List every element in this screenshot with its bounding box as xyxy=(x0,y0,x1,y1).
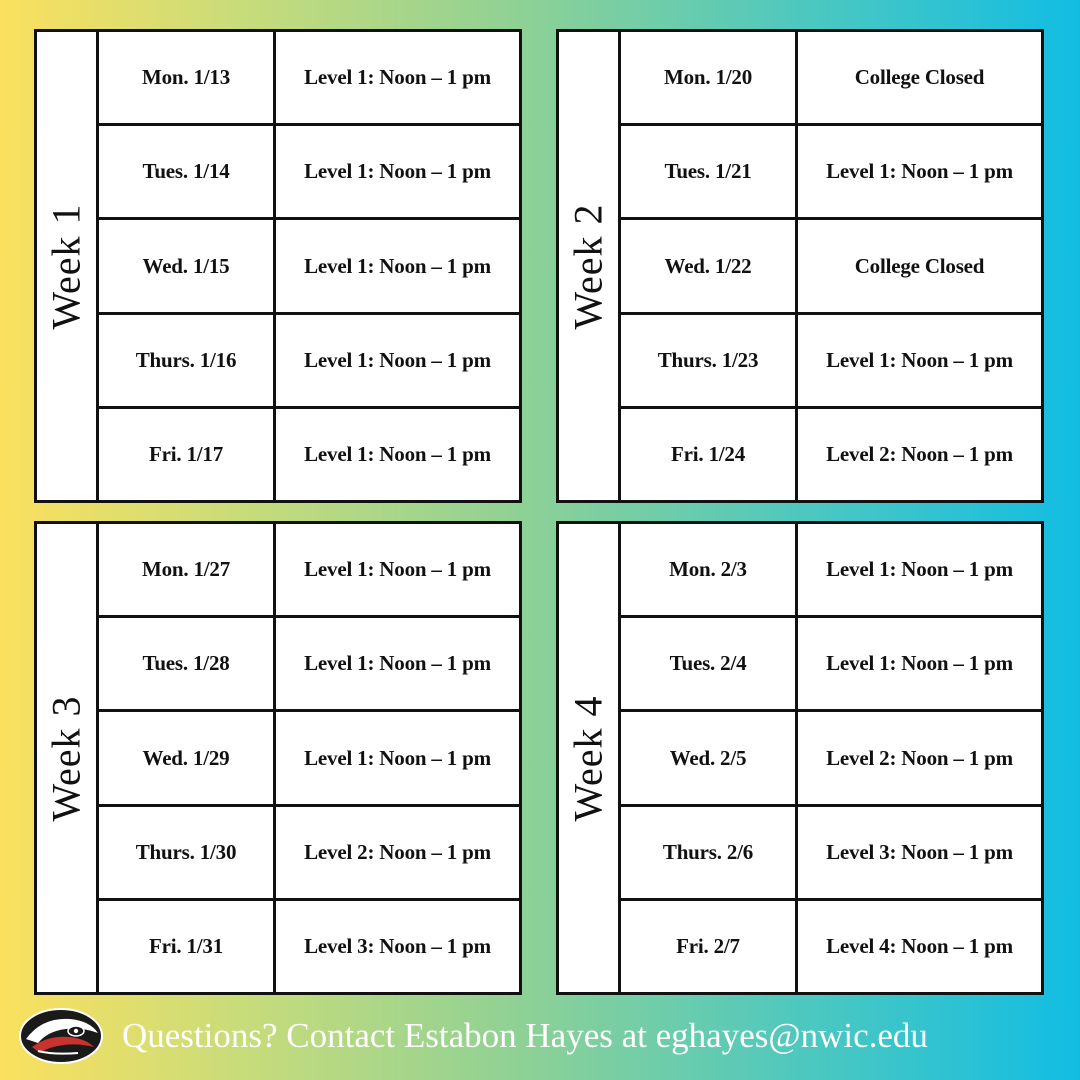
session-cell xyxy=(276,32,519,123)
date-text: Mon. 2/3 xyxy=(669,557,747,582)
session-cell xyxy=(798,32,1041,123)
date-cell xyxy=(621,315,798,406)
session-text: Level 2: Noon – 1 pm xyxy=(304,839,491,864)
session-text: Level 4: Noon – 1 pm xyxy=(826,933,1013,958)
session-cell xyxy=(276,524,519,615)
session-text: Level 2: Noon – 1 pm xyxy=(826,745,1013,770)
date-cell xyxy=(621,807,798,898)
date-text: Thurs. 1/23 xyxy=(657,347,759,372)
date-text: Tues. 1/28 xyxy=(142,651,230,676)
schedule-row xyxy=(621,315,1041,409)
session-text: Level 1: Noon – 1 pm xyxy=(304,557,491,582)
date-cell xyxy=(99,807,276,898)
schedule-row xyxy=(99,524,519,618)
date-cell xyxy=(99,901,276,992)
date-cell xyxy=(621,220,798,311)
date-text: Fri. 1/17 xyxy=(148,441,224,466)
week-label-cell xyxy=(559,32,621,500)
week-rows xyxy=(621,524,1041,992)
session-text: College Closed xyxy=(854,253,985,278)
date-text: Wed. 1/22 xyxy=(664,253,752,278)
session-cell xyxy=(276,712,519,803)
schedule-row xyxy=(99,315,519,409)
date-text: Thurs. 1/30 xyxy=(135,839,237,864)
date-cell xyxy=(621,712,798,803)
date-cell xyxy=(99,220,276,311)
week-label-cell xyxy=(559,524,621,992)
date-text: Mon. 1/20 xyxy=(663,65,753,90)
session-text: Level 3: Noon – 1 pm xyxy=(304,933,491,958)
date-cell xyxy=(99,524,276,615)
date-text: Mon. 1/13 xyxy=(141,65,231,90)
schedule-row xyxy=(99,409,519,500)
week-label-cell xyxy=(37,524,99,992)
schedule-row xyxy=(99,712,519,806)
schedule-row xyxy=(621,126,1041,220)
session-text: Level 1: Noon – 1 pm xyxy=(826,347,1013,372)
schedule-row xyxy=(99,901,519,992)
date-text: Tues. 2/4 xyxy=(669,651,747,676)
session-cell xyxy=(798,315,1041,406)
session-text: Level 1: Noon – 1 pm xyxy=(826,651,1013,676)
date-text: Fri. 1/24 xyxy=(670,441,746,466)
week-rows xyxy=(99,524,519,992)
session-text: Level 1: Noon – 1 pm xyxy=(304,253,491,278)
week-1-table xyxy=(34,29,522,503)
session-cell xyxy=(798,220,1041,311)
date-cell xyxy=(99,712,276,803)
schedule-row xyxy=(621,618,1041,712)
date-text: Wed. 1/29 xyxy=(142,745,230,770)
schedule-row xyxy=(621,32,1041,126)
date-text: Wed. 2/5 xyxy=(669,745,747,770)
session-cell xyxy=(276,901,519,992)
session-cell xyxy=(276,807,519,898)
date-text: Fri. 2/7 xyxy=(676,933,740,958)
date-cell xyxy=(99,315,276,406)
college-emblem-icon xyxy=(18,1007,104,1065)
schedule-row xyxy=(621,524,1041,618)
week-4-table xyxy=(556,521,1044,995)
week-2-table xyxy=(556,29,1044,503)
session-cell xyxy=(798,409,1041,500)
week-3-table xyxy=(34,521,522,995)
session-text: Level 1: Noon – 1 pm xyxy=(304,441,491,466)
schedule-row xyxy=(621,807,1041,901)
session-text: Level 1: Noon – 1 pm xyxy=(304,159,491,184)
date-text: Mon. 1/27 xyxy=(141,557,231,582)
session-cell xyxy=(276,618,519,709)
footer xyxy=(18,1006,1068,1066)
week-rows xyxy=(99,32,519,500)
date-text: Fri. 1/31 xyxy=(148,933,224,958)
schedule-row xyxy=(621,901,1041,992)
date-text: Tues. 1/21 xyxy=(664,159,752,184)
session-text: Level 1: Noon – 1 pm xyxy=(826,159,1013,184)
date-cell xyxy=(621,618,798,709)
session-text: Level 3: Noon – 1 pm xyxy=(826,839,1013,864)
session-text: Level 1: Noon – 1 pm xyxy=(304,651,491,676)
date-text: Thurs. 2/6 xyxy=(662,839,754,864)
session-cell xyxy=(798,524,1041,615)
session-cell xyxy=(276,126,519,217)
date-cell xyxy=(621,524,798,615)
date-cell xyxy=(99,409,276,500)
session-cell xyxy=(276,409,519,500)
date-cell xyxy=(621,32,798,123)
date-cell xyxy=(99,126,276,217)
session-text: Level 1: Noon – 1 pm xyxy=(826,557,1013,582)
session-cell xyxy=(798,126,1041,217)
session-text: Level 1: Noon – 1 pm xyxy=(304,745,491,770)
week-label: Week 4 xyxy=(566,694,611,822)
week-label: Week 3 xyxy=(44,694,89,822)
schedule-row xyxy=(621,712,1041,806)
date-cell xyxy=(99,32,276,123)
schedule-row xyxy=(621,220,1041,314)
session-cell xyxy=(798,807,1041,898)
week-rows xyxy=(621,32,1041,500)
session-cell xyxy=(798,618,1041,709)
date-cell xyxy=(621,126,798,217)
session-cell xyxy=(798,712,1041,803)
session-text: College Closed xyxy=(854,65,985,90)
session-cell xyxy=(276,315,519,406)
week-label: Week 2 xyxy=(566,202,611,330)
week-label-cell xyxy=(37,32,99,500)
schedule-row xyxy=(99,220,519,314)
schedule-row xyxy=(99,32,519,126)
date-text: Tues. 1/14 xyxy=(142,159,230,184)
week-label: Week 1 xyxy=(44,202,89,330)
session-text: Level 1: Noon – 1 pm xyxy=(304,65,491,90)
session-text: Level 1: Noon – 1 pm xyxy=(304,347,491,372)
schedule-row xyxy=(99,126,519,220)
date-cell xyxy=(621,409,798,500)
session-text: Level 2: Noon – 1 pm xyxy=(826,441,1013,466)
date-cell xyxy=(621,901,798,992)
session-cell xyxy=(798,901,1041,992)
session-cell xyxy=(276,220,519,311)
schedule-row xyxy=(99,807,519,901)
date-text: Thurs. 1/16 xyxy=(135,347,237,372)
schedule-row xyxy=(99,618,519,712)
schedule-row xyxy=(621,409,1041,500)
date-text: Wed. 1/15 xyxy=(142,253,230,278)
contact-text: Questions? Contact Estabon Hayes at eghayes@nwic.edu xyxy=(122,1016,928,1055)
date-cell xyxy=(99,618,276,709)
